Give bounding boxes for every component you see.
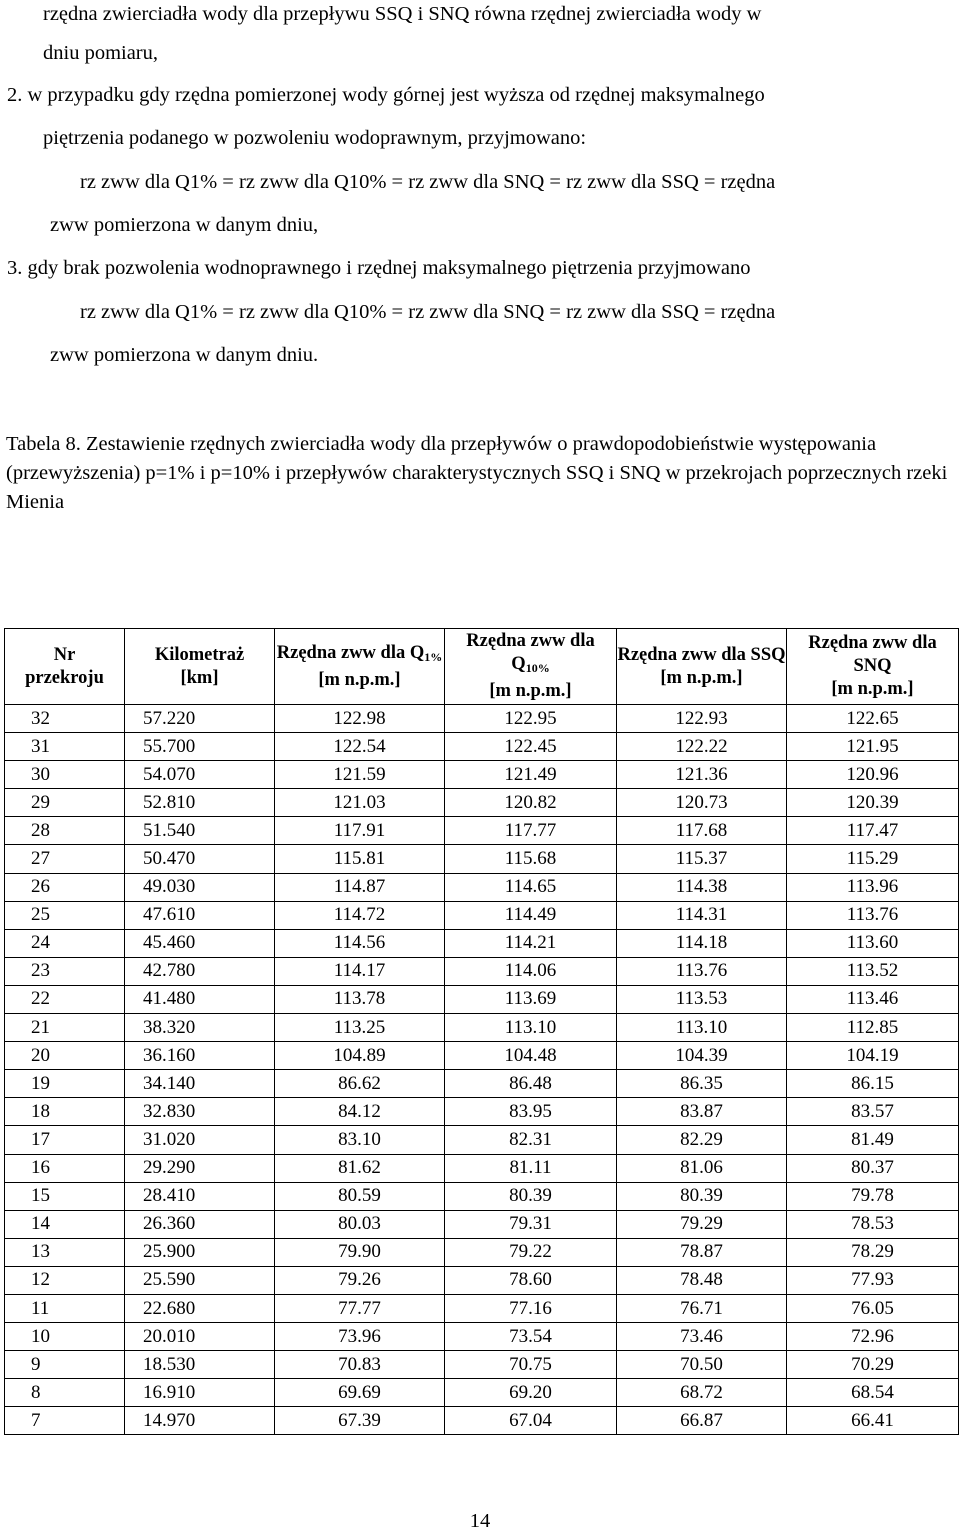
cell-km: 38.320	[125, 1014, 275, 1042]
paragraph-line: rzędna zwierciadła wody dla przepływu SSQ i SNQ równa rzędnej zwierciadła wody w	[43, 3, 762, 25]
cell-km: 25.590	[125, 1266, 275, 1294]
cell-nr: 29	[5, 789, 125, 817]
cell-q10: 113.69	[445, 985, 617, 1013]
cell-snq: 120.96	[787, 761, 959, 789]
cell-q10: 114.49	[445, 901, 617, 929]
cell-nr: 7	[5, 1407, 125, 1435]
cell-nr: 10	[5, 1323, 125, 1351]
header-snq	[787, 629, 959, 705]
cell-ssq: 115.37	[617, 845, 787, 873]
cell-q10: 82.31	[445, 1126, 617, 1154]
cell-snq: 77.93	[787, 1266, 959, 1294]
cell-snq: 81.49	[787, 1126, 959, 1154]
cell-ssq: 86.35	[617, 1070, 787, 1098]
cell-q10: 122.95	[445, 705, 617, 733]
header-km: Kilometraż [km]	[125, 629, 275, 705]
cell-q1: 81.62	[275, 1154, 445, 1182]
cell-q1: 67.39	[275, 1407, 445, 1435]
cell-km: 54.070	[125, 761, 275, 789]
cell-nr: 30	[5, 761, 125, 789]
cell-q1: 80.03	[275, 1210, 445, 1238]
cell-ssq: 104.39	[617, 1042, 787, 1070]
cell-q1: 114.17	[275, 957, 445, 985]
cell-snq: 86.15	[787, 1070, 959, 1098]
cell-q1: 114.56	[275, 929, 445, 957]
cell-km: 50.470	[125, 845, 275, 873]
cell-q10: 78.60	[445, 1266, 617, 1294]
cell-q10: 113.10	[445, 1014, 617, 1042]
cell-ssq: 70.50	[617, 1351, 787, 1379]
cell-km: 22.680	[125, 1294, 275, 1322]
cell-q1: 84.12	[275, 1098, 445, 1126]
header-q1-sub: 1%	[424, 649, 443, 664]
formula-line: rz zww dla Q1% = rz zww dla Q10% = rz zww dla SNQ = rz zww dla SSQ = rzędna	[80, 301, 776, 323]
cell-q10: 77.16	[445, 1294, 617, 1322]
header-snq-unit: [m n.p.m.]	[831, 679, 914, 699]
cell-ssq: 66.87	[617, 1407, 787, 1435]
formula-line: rz zww dla Q1% = rz zww dla Q10% = rz zww dla SNQ = rz zww dla SSQ = rzędna	[80, 171, 776, 193]
cell-ssq: 114.31	[617, 901, 787, 929]
table-row	[5, 1238, 959, 1266]
header-nr: Nr przekroju	[5, 629, 125, 705]
cell-km: 25.900	[125, 1238, 275, 1266]
cell-q1: 73.96	[275, 1323, 445, 1351]
table-row	[5, 817, 959, 845]
cell-km: 26.360	[125, 1210, 275, 1238]
table-row	[5, 1098, 959, 1126]
cell-q10: 86.48	[445, 1070, 617, 1098]
cell-q10: 114.65	[445, 873, 617, 901]
cell-q10: 121.49	[445, 761, 617, 789]
table-caption: Tabela 8. Zestawienie rzędnych zwierciadła wody dla przepływów o prawdopodobieństwie występowania (przewyższenia) p=1% i p=10% i przepływów charakterystycznych SSQ i SNQ w przekrojach poprzecznych rzeki Mienia	[6, 433, 948, 513]
header-snq-label: Rzędna zww dla SNQ	[808, 633, 937, 676]
header-q10-label: Rzędna zww dla Q	[466, 631, 595, 674]
header-ssq	[617, 629, 787, 705]
cell-q1: 77.77	[275, 1294, 445, 1322]
cell-km: 29.290	[125, 1154, 275, 1182]
cell-q1: 113.78	[275, 985, 445, 1013]
cell-q10: 69.20	[445, 1379, 617, 1407]
cell-snq: 113.96	[787, 873, 959, 901]
table-row	[5, 1379, 959, 1407]
cell-q10: 80.39	[445, 1182, 617, 1210]
cell-ssq: 122.93	[617, 705, 787, 733]
cell-nr: 8	[5, 1379, 125, 1407]
cell-nr: 25	[5, 901, 125, 929]
cell-snq: 76.05	[787, 1294, 959, 1322]
list-item-2: 2. w przypadku gdy rzędna pomierzonej wody górnej jest wyższa od rzędnej maksymalnego	[7, 84, 765, 106]
cell-km: 36.160	[125, 1042, 275, 1070]
cell-km: 41.480	[125, 985, 275, 1013]
cell-snq: 121.95	[787, 733, 959, 761]
cell-nr: 23	[5, 957, 125, 985]
cell-ssq: 80.39	[617, 1182, 787, 1210]
paragraph-line: zww pomierzona w danym dniu.	[50, 344, 319, 366]
table-row	[5, 1070, 959, 1098]
header-q10-sub: 10%	[525, 661, 550, 675]
cell-q10: 104.48	[445, 1042, 617, 1070]
cell-snq: 115.29	[787, 845, 959, 873]
cell-nr: 18	[5, 1098, 125, 1126]
cell-nr: 12	[5, 1266, 125, 1294]
cell-snq: 112.85	[787, 1014, 959, 1042]
page-number: 14	[469, 1510, 491, 1532]
cell-snq: 117.47	[787, 817, 959, 845]
cell-km: 52.810	[125, 789, 275, 817]
cell-km: 16.910	[125, 1379, 275, 1407]
cell-km: 49.030	[125, 873, 275, 901]
cell-ssq: 113.10	[617, 1014, 787, 1042]
cell-q10: 114.06	[445, 957, 617, 985]
cell-km: 28.410	[125, 1182, 275, 1210]
cell-km: 47.610	[125, 901, 275, 929]
table-row	[5, 1154, 959, 1182]
cell-q1: 114.72	[275, 901, 445, 929]
water-level-table	[4, 628, 959, 1435]
paragraph-line: piętrzenia podanego w pozwoleniu wodoprawnym, przyjmowano:	[43, 127, 587, 149]
cell-ssq: 78.87	[617, 1238, 787, 1266]
cell-q10: 115.68	[445, 845, 617, 873]
table-row	[5, 957, 959, 985]
cell-km: 45.460	[125, 929, 275, 957]
table-header-row	[5, 629, 959, 705]
paragraph-line: dniu pomiaru,	[43, 42, 159, 64]
header-q1-unit: [m n.p.m.]	[318, 669, 401, 690]
table-row	[5, 845, 959, 873]
list-item-3: 3. gdy brak pozwolenia wodnoprawnego i rzędnej maksymalnego piętrzenia przyjmowano	[7, 257, 751, 279]
paragraph-line: zww pomierzona w danym dniu,	[50, 214, 319, 236]
cell-snq: 113.60	[787, 929, 959, 957]
cell-q1: 122.54	[275, 733, 445, 761]
cell-snq: 78.29	[787, 1238, 959, 1266]
table-row	[5, 1126, 959, 1154]
cell-q10: 70.75	[445, 1351, 617, 1379]
cell-ssq: 114.18	[617, 929, 787, 957]
table-row	[5, 985, 959, 1013]
cell-snq: 113.52	[787, 957, 959, 985]
cell-ssq: 117.68	[617, 817, 787, 845]
cell-snq: 70.29	[787, 1351, 959, 1379]
cell-nr: 26	[5, 873, 125, 901]
table-row	[5, 1014, 959, 1042]
cell-nr: 28	[5, 817, 125, 845]
cell-q10: 79.22	[445, 1238, 617, 1266]
cell-snq: 113.76	[787, 901, 959, 929]
cell-nr: 21	[5, 1014, 125, 1042]
cell-q1: 104.89	[275, 1042, 445, 1070]
cell-ssq: 120.73	[617, 789, 787, 817]
cell-snq: 113.46	[787, 985, 959, 1013]
cell-snq: 79.78	[787, 1182, 959, 1210]
table-row	[5, 789, 959, 817]
table-row	[5, 901, 959, 929]
cell-nr: 31	[5, 733, 125, 761]
cell-ssq: 113.53	[617, 985, 787, 1013]
cell-q10: 83.95	[445, 1098, 617, 1126]
table-row	[5, 1351, 959, 1379]
cell-q1: 121.59	[275, 761, 445, 789]
table-row	[5, 1323, 959, 1351]
cell-snq: 80.37	[787, 1154, 959, 1182]
cell-snq: 68.54	[787, 1379, 959, 1407]
table-row	[5, 1266, 959, 1294]
cell-nr: 27	[5, 845, 125, 873]
cell-q1: 86.62	[275, 1070, 445, 1098]
cell-nr: 24	[5, 929, 125, 957]
cell-ssq: 79.29	[617, 1210, 787, 1238]
cell-nr: 19	[5, 1070, 125, 1098]
table-row	[5, 1210, 959, 1238]
cell-snq: 104.19	[787, 1042, 959, 1070]
cell-nr: 15	[5, 1182, 125, 1210]
table-row	[5, 873, 959, 901]
cell-ssq: 78.48	[617, 1266, 787, 1294]
cell-ssq: 113.76	[617, 957, 787, 985]
cell-km: 14.970	[125, 1407, 275, 1435]
cell-nr: 14	[5, 1210, 125, 1238]
table-row	[5, 1182, 959, 1210]
cell-nr: 22	[5, 985, 125, 1013]
cell-nr: 13	[5, 1238, 125, 1266]
cell-q1: 115.81	[275, 845, 445, 873]
cell-ssq: 76.71	[617, 1294, 787, 1322]
cell-q10: 117.77	[445, 817, 617, 845]
cell-ssq: 121.36	[617, 761, 787, 789]
table-row	[5, 929, 959, 957]
cell-q1: 117.91	[275, 817, 445, 845]
cell-ssq: 82.29	[617, 1126, 787, 1154]
table-row	[5, 1294, 959, 1322]
cell-q1: 70.83	[275, 1351, 445, 1379]
cell-q10: 122.45	[445, 733, 617, 761]
header-q10	[445, 629, 617, 705]
cell-q1: 113.25	[275, 1014, 445, 1042]
table-body	[5, 705, 959, 1435]
cell-nr: 11	[5, 1294, 125, 1322]
header-ssq-label: Rzędna zww dla SSQ	[617, 644, 786, 665]
cell-q1: 79.90	[275, 1238, 445, 1266]
cell-ssq: 73.46	[617, 1323, 787, 1351]
cell-km: 55.700	[125, 733, 275, 761]
header-q1-label: Rzędna zww dla Q	[276, 642, 425, 663]
cell-km: 34.140	[125, 1070, 275, 1098]
cell-km: 57.220	[125, 705, 275, 733]
cell-nr: 16	[5, 1154, 125, 1182]
cell-km: 18.530	[125, 1351, 275, 1379]
cell-ssq: 83.87	[617, 1098, 787, 1126]
cell-nr: 20	[5, 1042, 125, 1070]
cell-ssq: 68.72	[617, 1379, 787, 1407]
cell-q10: 73.54	[445, 1323, 617, 1351]
cell-q10: 81.11	[445, 1154, 617, 1182]
header-q1	[275, 629, 445, 705]
header-ssq-unit: [m n.p.m.]	[660, 667, 743, 688]
cell-q10: 120.82	[445, 789, 617, 817]
table-row	[5, 705, 959, 733]
cell-q1: 69.69	[275, 1379, 445, 1407]
cell-snq: 122.65	[787, 705, 959, 733]
cell-ssq: 81.06	[617, 1154, 787, 1182]
cell-snq: 120.39	[787, 789, 959, 817]
cell-nr: 17	[5, 1126, 125, 1154]
cell-km: 51.540	[125, 817, 275, 845]
header-q10-unit: [m n.p.m.]	[489, 681, 572, 701]
cell-q1: 114.87	[275, 873, 445, 901]
cell-km: 20.010	[125, 1323, 275, 1351]
cell-snq: 78.53	[787, 1210, 959, 1238]
cell-km: 32.830	[125, 1098, 275, 1126]
cell-km: 31.020	[125, 1126, 275, 1154]
cell-snq: 83.57	[787, 1098, 959, 1126]
cell-km: 42.780	[125, 957, 275, 985]
cell-q1: 83.10	[275, 1126, 445, 1154]
cell-q10: 114.21	[445, 929, 617, 957]
cell-q10: 79.31	[445, 1210, 617, 1238]
cell-ssq: 114.38	[617, 873, 787, 901]
cell-nr: 32	[5, 705, 125, 733]
cell-snq: 72.96	[787, 1323, 959, 1351]
table-row	[5, 761, 959, 789]
table-row	[5, 1042, 959, 1070]
cell-snq: 66.41	[787, 1407, 959, 1435]
table-row	[5, 733, 959, 761]
cell-q10: 67.04	[445, 1407, 617, 1435]
table-row	[5, 1407, 959, 1435]
cell-q1: 80.59	[275, 1182, 445, 1210]
cell-nr: 9	[5, 1351, 125, 1379]
cell-q1: 122.98	[275, 705, 445, 733]
cell-q1: 121.03	[275, 789, 445, 817]
cell-ssq: 122.22	[617, 733, 787, 761]
cell-q1: 79.26	[275, 1266, 445, 1294]
